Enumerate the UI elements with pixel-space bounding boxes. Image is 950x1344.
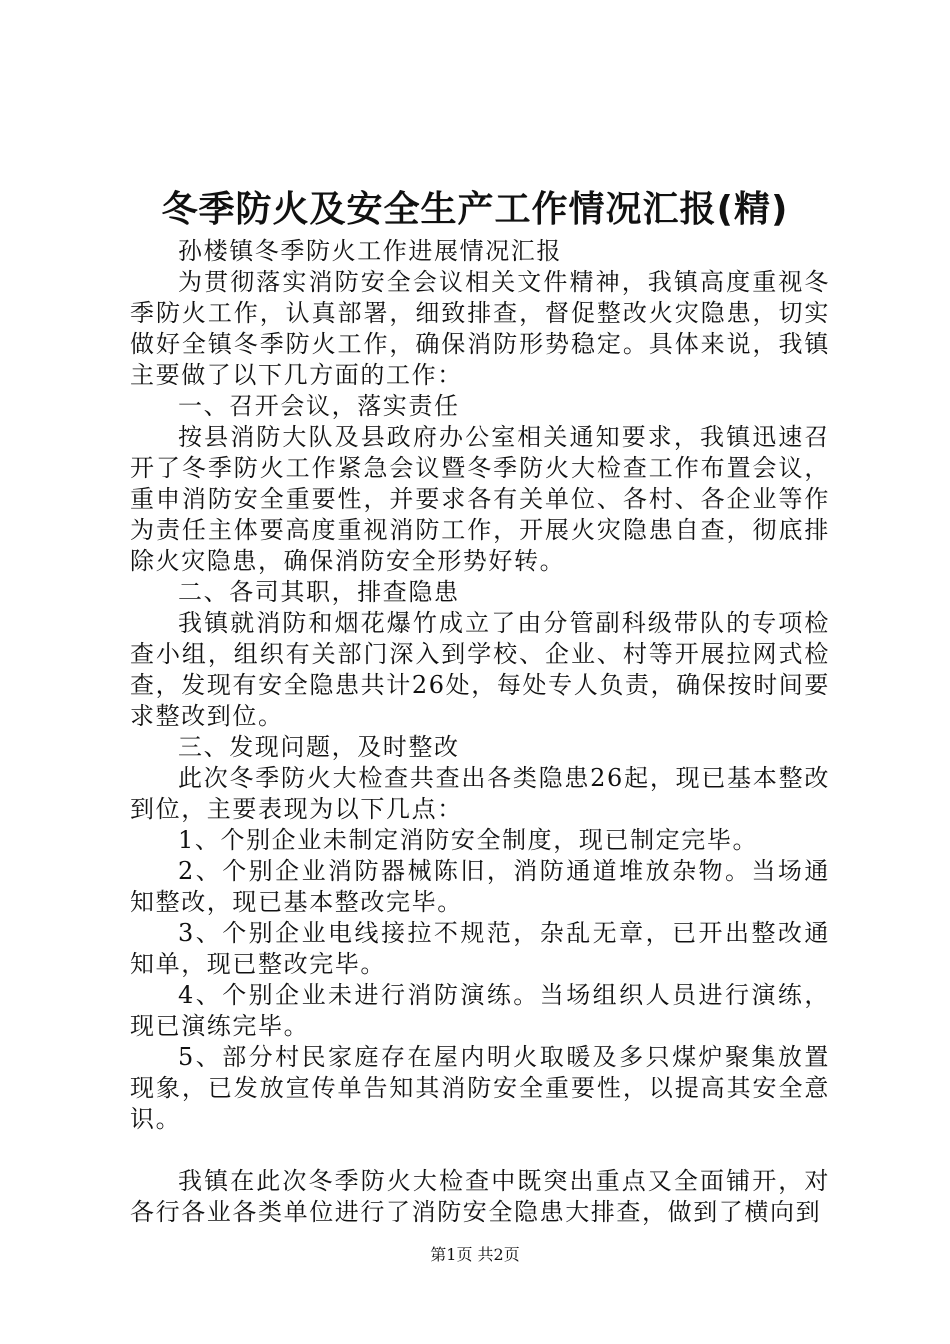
section-paragraph-3: 此次冬季防火大检查共查出各类隐患26起，现已基本整改到位，主要表现为以下几点： [130,764,830,823]
section-heading-3: 三、发现问题，及时整改 [178,733,460,761]
document-body [130,236,830,1228]
intro-paragraph: 为贯彻落实消防安全会议相关文件精神，我镇高度重视冬季防火工作，认真部署，细致排查，督促整改火灾隐患，切实做好全镇冬季防火工作，确保消防形势稳定。具体来说，我镇主要做了以下几方面的工作： [130,268,830,389]
list-item-3: 3、个别企业电线接拉不规范，杂乱无章，已开出整改通知单，现已整改完毕。 [130,919,830,978]
section-heading-2: 二、各司其职，排查隐患 [178,578,460,606]
list-item-2: 2、个别企业消防器械陈旧，消防通道堆放杂物。当场通知整改，现已基本整改完毕。 [130,857,830,916]
report-subtitle: 孙楼镇冬季防火工作进展情况汇报 [178,237,562,265]
closing-paragraph: 我镇在此次冬季防火大检查中既突出重点又全面铺开，对各行各业各类单位进行了消防安全隐患大排查，做到了横向到 [130,1167,830,1226]
page-footer: 第1页 共2页 [430,1245,520,1264]
list-item-5: 5、部分村民家庭存在屋内明火取暖及多只煤炉聚集放置现象，已发放宣传单告知其消防安全重要性，以提高其安全意识。 [130,1043,830,1133]
list-item-1: 1、个别企业未制定消防安全制度，现已制定完毕。 [178,826,759,854]
section-heading-1: 一、召开会议，落实责任 [178,392,460,420]
section-paragraph-2: 我镇就消防和烟花爆竹成立了由分管副科级带队的专项检查小组，组织有关部门深入到学校、企业、村等开展拉网式检查，发现有安全隐患共计26处，每处专人负责，确保按时间要求整改到位。 [130,609,830,730]
document-title: 冬季防火及安全生产工作情况汇报(精) [161,189,789,230]
list-item-4: 4、个别企业未进行消防演练。当场组织人员进行演练，现已演练完毕。 [130,981,830,1040]
section-paragraph-1: 按县消防大队及县政府办公室相关通知要求，我镇迅速召开了冬季防火工作紧急会议暨冬季防火大检查工作布置会议，重申消防安全重要性，并要求各有关单位、各村、各企业等作为责任主体要高度重视消防工作，开展火灾隐患自查，彻底排除火灾隐患，确保消防安全形势好转。 [130,423,830,575]
